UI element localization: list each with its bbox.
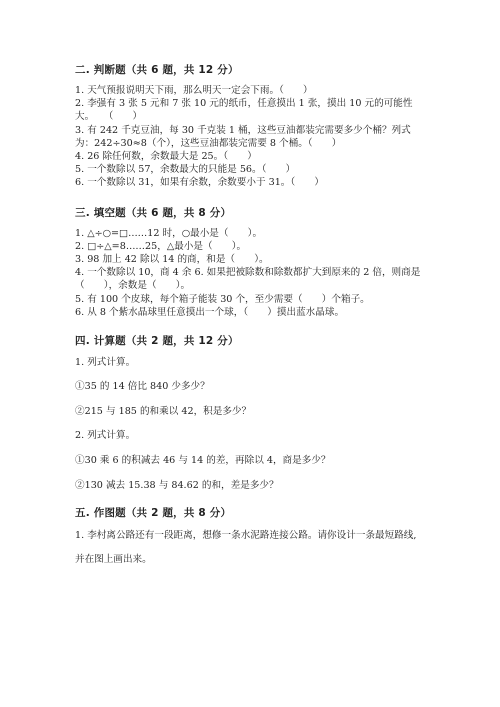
section-heading-fill-in: 三. 填空题（共 6 题，共 8 分）	[75, 207, 232, 219]
fill-in-item: 2. □÷△=8……25，△最小是（ ）。	[75, 241, 247, 252]
calc-subquestion: ①30 乘 6 的积减去 46 与 14 的差，再除以 4，商是多少？	[75, 455, 331, 466]
judgment-item: 4. 26 除任何数，余数最大是 25。（ ）	[75, 151, 257, 162]
fill-in-item: 1. △÷○=□……12 时，○最小是（ ）。	[75, 228, 263, 239]
calc-subquestion: ②215 与 185 的和乘以 42，积是多少？	[75, 406, 252, 417]
fill-in-item: 4. 一个数除以 10，商 4 余 6. 如果把被除数和除数都扩大到原来的 2 倍，则商是	[75, 267, 421, 278]
judgment-item-continuation: 为：242÷30≈8（个），这些豆油都装完需要 8 个桶。（ ）	[75, 138, 342, 149]
fill-in-item: 3. 98 加上 42 除以 14 的商，和是（ ）。	[75, 254, 269, 265]
judgment-item: 5. 一个数除以 57，余数最大的只能是 56。（ ）	[75, 164, 296, 175]
calc-subquestion: ②130 减去 15.38 与 84.62 的和，差是多少？	[75, 480, 279, 491]
judgment-item: 2. 李强有 3 张 5 元和 7 张 10 元的纸币，任意摸出 1 张，摸出 10 元的可能性	[75, 98, 413, 109]
fill-in-item: 6. 从 8 个紫水晶球里任意摸出一个球，（ ）摸出蓝水晶球。	[75, 307, 345, 318]
judgment-item: 6. 一个数除以 31，如果有余数，余数要小于 31。（ ）	[75, 177, 324, 188]
fill-in-item: 5. 有 100 个皮球，每个箱子能装 30 个，至少需要（ ）个箱子。	[75, 294, 370, 305]
section-heading-judgment: 二. 判断题（共 6 题，共 12 分）	[75, 64, 239, 76]
calc-subquestion: ①35 的 14 倍比 840 少多少？	[75, 381, 210, 392]
drawing-question: 1. 李村离公路还有一段距离，想修一条水泥路连接公路。请你设计一条最短路线,	[75, 530, 417, 541]
judgment-item-continuation: 大。 （ ）	[75, 111, 143, 122]
judgment-item: 1. 天气预报说明天下雨，那么明天一定会下雨。（ ）	[75, 85, 313, 96]
drawing-question-continuation: 并在图上画出来。	[75, 554, 152, 565]
calc-question: 2. 列式计算。	[75, 430, 136, 441]
calc-question: 1. 列式计算。	[75, 357, 136, 368]
judgment-item: 3. 有 242 千克豆油，每 30 千克装 1 桶，这些豆油都装完需要多少个桶？列式	[75, 125, 411, 136]
section-heading-drawing: 五. 作图题（共 2 题，共 8 分）	[75, 507, 232, 519]
section-heading-calculation: 四. 计算题（共 2 题，共 12 分）	[75, 335, 239, 347]
fill-in-item-continuation: （ ），余数是（ ）。	[75, 280, 191, 291]
